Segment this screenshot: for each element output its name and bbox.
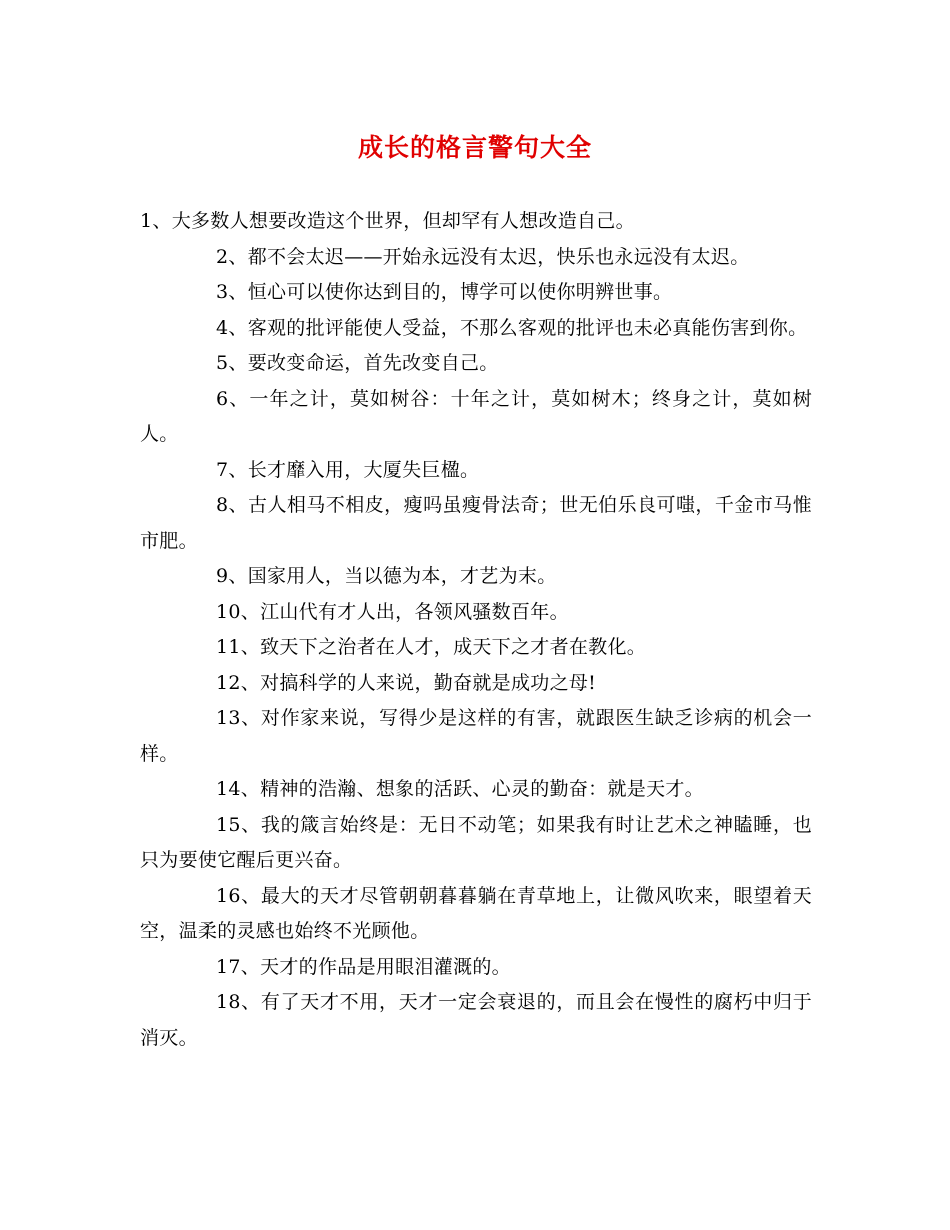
- quote-item: 3、恒心可以使你达到目的，博学可以使你明辨世事。: [216, 281, 673, 303]
- quote-item: 14、精神的浩瀚、想象的活跃、心灵的勤奋：就是天才。: [216, 778, 704, 800]
- document-body: [140, 204, 812, 1056]
- quote-item: 4、客观的批评能使人受益，不那么客观的批评也未必真能伤害到你。: [216, 316, 808, 339]
- quote-item: 17、天才的作品是用眼泪灌溉的。: [216, 955, 511, 978]
- quote-item: 7、长才靡入用，大厦失巨楹。: [216, 458, 480, 481]
- document-title: 成长的格言警句大全: [357, 133, 592, 162]
- quote-item: 12、对搞科学的人来说，勤奋就是成功之母!: [216, 671, 597, 694]
- quote-item: 1、大多数人想要改造这个世界，但却罕有人想改造自己。: [140, 210, 635, 232]
- quote-item: 5、要改变命运，首先改变自己。: [216, 352, 499, 374]
- quote-item: 15、我的箴言始终是：无日不动笔；如果我有时让艺术之神瞌睡，也只为要使它醒后更兴奋。: [140, 813, 812, 871]
- quote-item: 8、古人相马不相皮，瘦吗虽瘦骨法奇；世无伯乐良可嗤，千金市马惟市肥。: [140, 494, 812, 552]
- quote-item: 6、一年之计，莫如树谷：十年之计，莫如树木；终身之计，莫如树人。: [140, 387, 812, 445]
- quote-item: 11、致天下之治者在人才，成天下之才者在教化。: [216, 636, 647, 658]
- quote-item: 2、都不会太迟——开始永远没有太迟，快乐也永远没有太迟。: [216, 245, 750, 268]
- quote-item: 16、最大的天才尽管朝朝暮暮躺在青草地上，让微风吹来，眼望着天空，温柔的灵感也始终不光顾他。: [140, 884, 812, 942]
- quote-item: 13、对作家来说，写得少是这样的有害，就跟医生缺乏诊病的机会一样。: [140, 707, 812, 765]
- quote-item: 9、国家用人，当以德为本，才艺为末。: [216, 565, 557, 587]
- quote-item: 18、有了天才不用，天才一定会衰退的，而且会在慢性的腐朽中归于消灭。: [140, 991, 812, 1049]
- quote-item: 10、江山代有才人出，各领风骚数百年。: [216, 600, 569, 623]
